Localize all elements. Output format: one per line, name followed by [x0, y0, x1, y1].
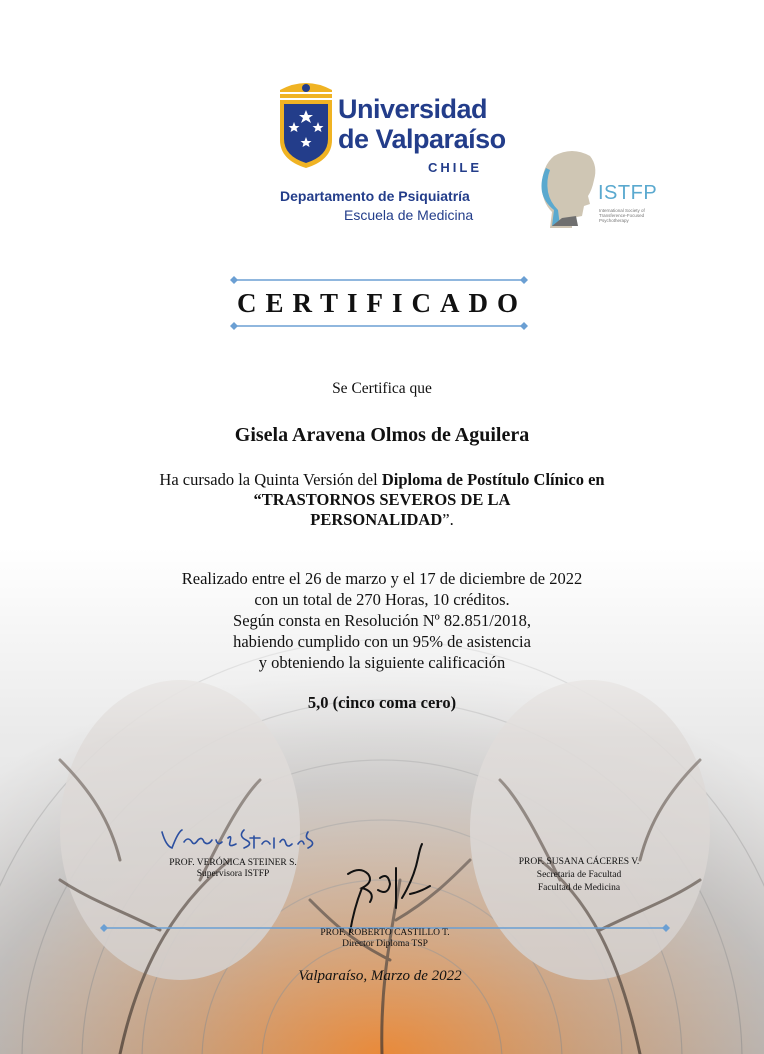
signature-block-right: [484, 856, 674, 895]
recipient-name: Gisela Aravena Olmos de Aguilera: [234, 424, 530, 446]
signer-name: PROF. ROBERTO CASTILLO T.: [320, 928, 450, 938]
course-program: Diploma de Postítulo Clínico en: [381, 470, 605, 489]
university-name: Universidad de Valparaíso: [338, 94, 506, 154]
course-suffix: ”.: [442, 510, 454, 529]
final-grade: 5,0 (cinco coma cero): [307, 693, 457, 712]
istfp-logo-subtext: International Society of Transference-Focused Psychotherapy: [599, 208, 645, 223]
details-line: Según consta en Resolución Nº 82.851/2018,: [233, 611, 531, 630]
signer-role: Secretaria de Facultad: [536, 870, 622, 880]
details-line: con un total de 270 Horas, 10 créditos.: [254, 590, 510, 609]
details-line: y obteniendo la siguiente calificación: [258, 653, 506, 672]
title-bottom-rule: [230, 321, 528, 331]
department-name: Departamento de Psiquiatría: [280, 188, 470, 204]
certification-intro: Se Certifica que: [332, 380, 432, 397]
signature-block-left: [148, 858, 318, 880]
signature-steiner: [158, 822, 318, 856]
course-prefix: Ha cursado la Quinta Versión del: [159, 470, 382, 489]
signer-role: Facultad de Medicina: [537, 883, 621, 893]
course-description: [80, 470, 684, 530]
details-line: habiendo cumplido con un 95% de asistencia: [233, 632, 531, 651]
signer-role: Supervisora ISTFP: [196, 869, 270, 879]
istfp-logo-text: ISTFP: [598, 182, 658, 204]
signature-block-center: [290, 928, 480, 950]
course-title-line1: “TRASTORNOS SEVEROS DE LA: [253, 490, 511, 509]
university-shield-icon: [278, 82, 334, 168]
title-top-rule: [230, 275, 528, 285]
signer-role: Director Diploma TSP: [342, 939, 428, 949]
certificate-title: CERTIFICADO: [236, 288, 528, 318]
istfp-logo: [532, 146, 662, 236]
signer-name: PROF. SUSANA CÁCERES V.: [518, 857, 640, 867]
place-and-date: Valparaíso, Marzo de 2022: [298, 968, 462, 984]
details-line: Realizado entre el 26 de marzo y el 17 de diciembre de 2022: [181, 569, 583, 588]
signer-name: PROF. VERÓNICA STEINER S.: [169, 858, 297, 868]
university-logo: [278, 80, 506, 230]
university-country: CHILE: [428, 160, 482, 175]
course-details: [80, 568, 684, 673]
course-title-line2: PERSONALIDAD: [310, 510, 443, 529]
head-profile-icon: [532, 146, 602, 230]
school-name: Escuela de Medicina: [344, 207, 474, 223]
